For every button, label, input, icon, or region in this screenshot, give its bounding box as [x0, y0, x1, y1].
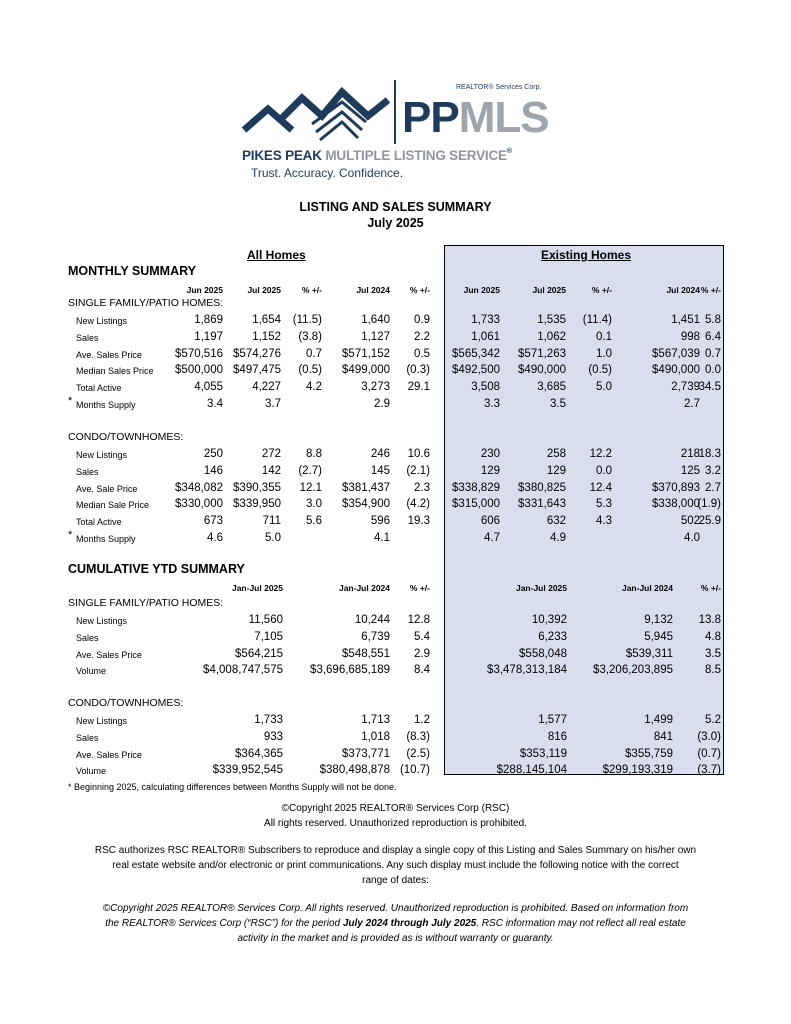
- table-cell: 10.6: [407, 448, 430, 460]
- table-cell: $3,478,313,184: [487, 664, 567, 677]
- table-cell: 13.8: [698, 614, 721, 626]
- table-cell: 4.2: [306, 381, 322, 394]
- table-cell: 0.1: [596, 330, 612, 343]
- copyright-line-2: All rights reserved. Unauthorized reproduction is prohibited.: [264, 818, 527, 829]
- row-label: Sales: [76, 466, 99, 477]
- table-cell: 3.3: [484, 398, 500, 410]
- ytd-column-header: Jan-Jul 2025: [231, 583, 283, 593]
- table-cell: 4.1: [374, 532, 390, 544]
- table-cell: 18.3: [698, 448, 721, 460]
- logo-tagline: Trust. Accuracy. Confidence.: [251, 166, 404, 180]
- monthly-column-header: Jul 2024: [666, 285, 700, 295]
- ytd-column-header: % +/-: [700, 583, 721, 593]
- table-cell: 7,105: [254, 630, 283, 643]
- mountain-logo-icon: [242, 80, 400, 146]
- table-cell: (10.7): [399, 764, 430, 777]
- ytd-column-header: % +/-: [409, 583, 430, 593]
- table-cell: $338,000: [652, 498, 700, 511]
- group-existing-homes: Existing Homes: [541, 248, 632, 262]
- table-cell: 8.8: [306, 448, 322, 460]
- table-cell: $339,950: [233, 498, 281, 511]
- table-cell: 606: [480, 515, 500, 528]
- table-cell: 3.0: [306, 498, 322, 511]
- table-cell: 0.0: [596, 464, 612, 477]
- table-cell: 3.7: [265, 398, 281, 410]
- table-cell: 1,451: [671, 314, 700, 326]
- copyright-line-1: ©Copyright 2025 REALTOR® Services Corp (RSC): [281, 803, 510, 814]
- table-cell: 4,227: [252, 381, 281, 394]
- table-cell: 6,739: [361, 630, 390, 643]
- table-cell: 12.4: [589, 481, 612, 494]
- row-label: New Listings: [76, 616, 128, 626]
- ytd-column-header: Jan-Jul 2025: [515, 583, 567, 593]
- table-cell: 1.0: [596, 347, 612, 360]
- table-cell: 12.1: [299, 481, 322, 494]
- table-cell: 1,535: [537, 314, 566, 326]
- table-cell: 2.9: [414, 647, 430, 660]
- table-cell: $364,365: [235, 747, 283, 760]
- row-label: Sales: [76, 732, 99, 743]
- table-cell: $4,008,747,575: [203, 664, 283, 677]
- table-cell: 1,152: [252, 330, 281, 343]
- table-cell: $500,000: [175, 364, 223, 377]
- table-cell: $381,437: [342, 481, 390, 494]
- table-cell: 1,499: [644, 714, 673, 726]
- table-cell: $355,759: [625, 747, 673, 760]
- table-cell: 218: [680, 448, 700, 460]
- row-label: Sales: [76, 332, 99, 343]
- row-label: Ave. Sales Price: [76, 649, 142, 660]
- table-cell: $390,355: [233, 481, 281, 494]
- table-cell: 1,062: [537, 330, 566, 343]
- table-cell: (4.2): [406, 498, 430, 511]
- table-cell: 145: [370, 464, 390, 477]
- table-cell: (2.5): [406, 747, 430, 760]
- table-cell: $380,825: [518, 481, 566, 494]
- monthly-column-header: Jul 2025: [532, 285, 566, 295]
- table-cell: 12.8: [407, 614, 430, 626]
- table-cell: 0.0: [705, 364, 721, 377]
- row-label: Total Active: [76, 517, 122, 528]
- table-cell: $570,516: [175, 347, 223, 360]
- table-cell: $315,000: [452, 498, 500, 511]
- table-cell: (3.0): [697, 730, 721, 743]
- table-cell: 0.9: [414, 314, 430, 326]
- table-cell: 19.3: [407, 515, 430, 528]
- table-cell: 1.2: [414, 714, 430, 726]
- authorization-line-1: RSC authorizes RSC REALTOR® Subscribers to reproduce and display a single copy of this Listing and Sales Summary on his/her own: [94, 845, 697, 856]
- table-cell: 125: [680, 464, 700, 477]
- table-cell: (0.5): [298, 364, 322, 377]
- table-cell: 2.2: [414, 330, 430, 343]
- table-cell: 0.7: [705, 347, 721, 360]
- ytd-column-header: Jan-Jul 2024: [621, 583, 673, 593]
- table-cell: 8.5: [705, 664, 721, 677]
- row-label: Median Sales Price: [76, 366, 154, 377]
- table-cell: $497,475: [233, 364, 281, 377]
- section-heading: CONDO/TOWNHOMES:: [68, 697, 184, 709]
- table-cell: 3.5: [550, 398, 566, 410]
- authorization-line-3: range of dates:: [362, 875, 429, 886]
- table-cell: 1,061: [471, 330, 500, 343]
- table-cell: 1,577: [538, 714, 567, 726]
- notice-line-2: the REALTOR® Services Corp (“RSC”) for the period July 2024 through July 2025. RSC information may not reflect all real estate: [105, 918, 686, 929]
- table-cell: 1,127: [361, 330, 390, 343]
- table-cell: 3,273: [361, 381, 390, 394]
- table-cell: 5.6: [306, 515, 322, 528]
- row-label: Ave. Sales Price: [76, 349, 142, 360]
- table-cell: 4,055: [194, 381, 223, 394]
- table-cell: 673: [203, 515, 223, 528]
- row-label: Volume: [76, 766, 107, 777]
- table-cell: 841: [653, 730, 673, 743]
- table-cell: 4.8: [705, 630, 721, 643]
- table-cell: 4.3: [596, 515, 612, 528]
- monthly-summary-heading: MONTHLY SUMMARY: [68, 264, 197, 278]
- table-cell: 502: [680, 515, 700, 528]
- table-cell: $380,498,878: [319, 764, 390, 777]
- group-all-homes: All Homes: [247, 248, 306, 262]
- table-cell: $492,500: [452, 364, 500, 377]
- table-cell: $571,263: [518, 347, 566, 360]
- table-cell: 1,869: [194, 314, 223, 326]
- logo-wordmark: PPMLS: [402, 93, 549, 142]
- table-cell: 816: [547, 730, 567, 743]
- table-cell: 8.4: [414, 664, 430, 677]
- table-cell: $299,193,319: [602, 764, 673, 777]
- table-cell: $490,000: [652, 364, 700, 377]
- table-cell: 25.9: [698, 515, 721, 528]
- table-cell: 10,244: [354, 614, 390, 626]
- table-cell: 246: [370, 448, 390, 460]
- table-cell: 1,733: [471, 314, 500, 326]
- table-cell: (11.5): [292, 314, 322, 326]
- row-label: New Listings: [76, 716, 128, 726]
- table-cell: 632: [546, 515, 566, 528]
- ppmls-logo: [242, 80, 549, 184]
- table-cell: (0.5): [588, 364, 612, 377]
- ytd-summary-heading: CUMULATIVE YTD SUMMARY: [68, 562, 245, 576]
- logo-name: PIKES PEAK MULTIPLE LISTING SERVICE®: [242, 148, 512, 163]
- page-subtitle: July 2025: [367, 216, 424, 230]
- table-cell: 998: [680, 330, 700, 343]
- table-cell: 2,739: [671, 381, 700, 394]
- row-label: New Listings: [76, 316, 128, 326]
- table-cell: $331,643: [518, 498, 566, 511]
- table-cell: (2.1): [406, 464, 430, 477]
- table-cell: 129: [546, 464, 566, 477]
- table-cell: 230: [480, 448, 500, 460]
- table-cell: 5.2: [705, 714, 721, 726]
- monthly-column-header: Jul 2024: [356, 285, 390, 295]
- table-cell: 34.5: [698, 381, 721, 394]
- authorization-line-2: real estate website and/or electronic or print communications. Any such display must include the following notice with the correct: [112, 860, 679, 871]
- table-cell: $370,893: [652, 481, 700, 494]
- table-cell: 6,233: [538, 630, 567, 643]
- table-cell: $565,342: [452, 347, 500, 360]
- table-cell: 3.5: [705, 647, 721, 660]
- table-cell: 5.0: [265, 532, 281, 544]
- monthly-column-header: Jul 2025: [247, 285, 281, 295]
- table-cell: $348,082: [175, 481, 223, 494]
- table-cell: $3,696,685,189: [310, 664, 390, 677]
- section-heading: SINGLE FAMILY/PATIO HOMES:: [68, 597, 224, 609]
- table-cell: 4.7: [484, 532, 500, 544]
- table-cell: 933: [263, 730, 283, 743]
- monthly-column-header: % +/-: [700, 285, 721, 295]
- monthly-column-header: % +/-: [301, 285, 322, 295]
- table-cell: 1,713: [361, 714, 390, 726]
- table-cell: 10,392: [531, 614, 567, 626]
- table-cell: 6.4: [705, 330, 721, 343]
- table-cell: $490,000: [518, 364, 566, 377]
- table-cell: $330,000: [175, 498, 223, 511]
- table-cell: 2.7: [684, 398, 700, 410]
- notice-line-1: ©Copyright 2025 REALTOR® Services Corp. All rights reserved. Unauthorized reproduction is prohibited. Based on information from: [102, 903, 689, 914]
- table-cell: 272: [261, 448, 281, 460]
- row-label: Months Supply: [76, 400, 136, 410]
- footnote-marker: *: [68, 529, 73, 541]
- monthly-column-header: Jun 2025: [463, 285, 500, 295]
- table-cell: (0.3): [406, 364, 430, 377]
- section-heading: SINGLE FAMILY/PATIO HOMES:: [68, 297, 224, 309]
- table-cell: 1,018: [361, 730, 390, 743]
- table-cell: 5.0: [596, 381, 612, 394]
- logo-provider: REALTOR® Services Corp.: [456, 84, 542, 91]
- row-label: Sales: [76, 632, 99, 643]
- table-cell: 29.1: [407, 381, 430, 394]
- section-heading: CONDO/TOWNHOMES:: [68, 431, 184, 443]
- table-cell: 2.3: [414, 481, 430, 494]
- row-label: Volume: [76, 666, 107, 677]
- table-cell: $558,048: [519, 647, 567, 660]
- table-cell: $564,215: [235, 647, 283, 660]
- table-cell: (3.8): [298, 330, 322, 343]
- row-label: Total Active: [76, 383, 122, 394]
- footnote-marker: *: [68, 395, 73, 407]
- notice-line-3: activity in the market and is provided as is without warranty or guaranty.: [237, 933, 554, 944]
- table-cell: 142: [261, 464, 281, 477]
- table-cell: 3.4: [207, 398, 223, 410]
- table-cell: $354,900: [342, 498, 390, 511]
- table-cell: 129: [480, 464, 500, 477]
- table-cell: 4.6: [207, 532, 223, 544]
- row-label: Months Supply: [76, 534, 136, 544]
- page-title: LISTING AND SALES SUMMARY: [299, 200, 492, 214]
- table-cell: 4.0: [684, 532, 700, 544]
- table-cell: (8.3): [406, 730, 430, 743]
- table-cell: $288,145,104: [496, 764, 567, 777]
- table-cell: 1,197: [194, 330, 223, 343]
- table-cell: 3.2: [705, 464, 721, 477]
- table-cell: (0.7): [697, 747, 721, 760]
- table-cell: 1,733: [254, 714, 283, 726]
- table-cell: $499,000: [342, 364, 390, 377]
- table-cell: 0.5: [414, 347, 430, 360]
- table-cell: 2.7: [705, 481, 721, 494]
- table-cell: $574,276: [233, 347, 281, 360]
- row-label: Ave. Sales Price: [76, 749, 142, 760]
- table-cell: (1.9): [697, 498, 721, 511]
- table-cell: 596: [370, 515, 390, 528]
- table-cell: 0.7: [306, 347, 322, 360]
- logo-divider: [394, 80, 396, 144]
- table-cell: 711: [262, 515, 281, 528]
- table-cell: $567,039: [652, 347, 700, 360]
- table-cell: 5.4: [414, 630, 430, 643]
- table-cell: 4.9: [550, 532, 566, 544]
- table-cell: $3,206,203,895: [593, 664, 673, 677]
- footnote: * Beginning 2025, calculating differences between Months Supply will not be done.: [68, 782, 397, 792]
- table-cell: 12.2: [589, 448, 612, 460]
- table-cell: 250: [203, 448, 223, 460]
- row-label: New Listings: [76, 450, 128, 460]
- table-cell: $338,829: [452, 481, 500, 494]
- table-cell: (2.7): [298, 464, 322, 477]
- table-cell: $339,952,545: [212, 764, 283, 777]
- table-cell: 11,560: [248, 614, 283, 626]
- table-cell: 5,945: [644, 630, 673, 643]
- table-cell: $373,771: [342, 747, 390, 760]
- table-cell: $548,551: [342, 647, 390, 660]
- monthly-column-header: Jun 2025: [186, 285, 223, 295]
- table-cell: $353,119: [519, 747, 567, 760]
- table-cell: 3,685: [537, 381, 566, 394]
- table-cell: 1,640: [361, 314, 390, 326]
- table-cell: 258: [546, 448, 566, 460]
- monthly-column-header: % +/-: [409, 285, 430, 295]
- table-cell: 9,132: [644, 614, 673, 626]
- table-cell: 146: [203, 464, 223, 477]
- table-cell: $571,152: [342, 347, 390, 360]
- table-cell: 1,654: [252, 314, 281, 326]
- table-cell: (3.7): [697, 764, 721, 777]
- table-cell: 2.9: [374, 398, 390, 410]
- table-cell: 5.8: [705, 314, 721, 326]
- table-cell: (11.4): [582, 314, 612, 326]
- ytd-column-header: Jan-Jul 2024: [338, 583, 390, 593]
- row-label: Ave. Sale Price: [76, 483, 138, 494]
- row-label: Median Sale Price: [76, 500, 150, 511]
- monthly-column-header: % +/-: [591, 285, 612, 295]
- table-cell: 5.3: [596, 498, 612, 511]
- table-cell: $539,311: [625, 647, 673, 660]
- table-cell: 3,508: [471, 381, 500, 394]
